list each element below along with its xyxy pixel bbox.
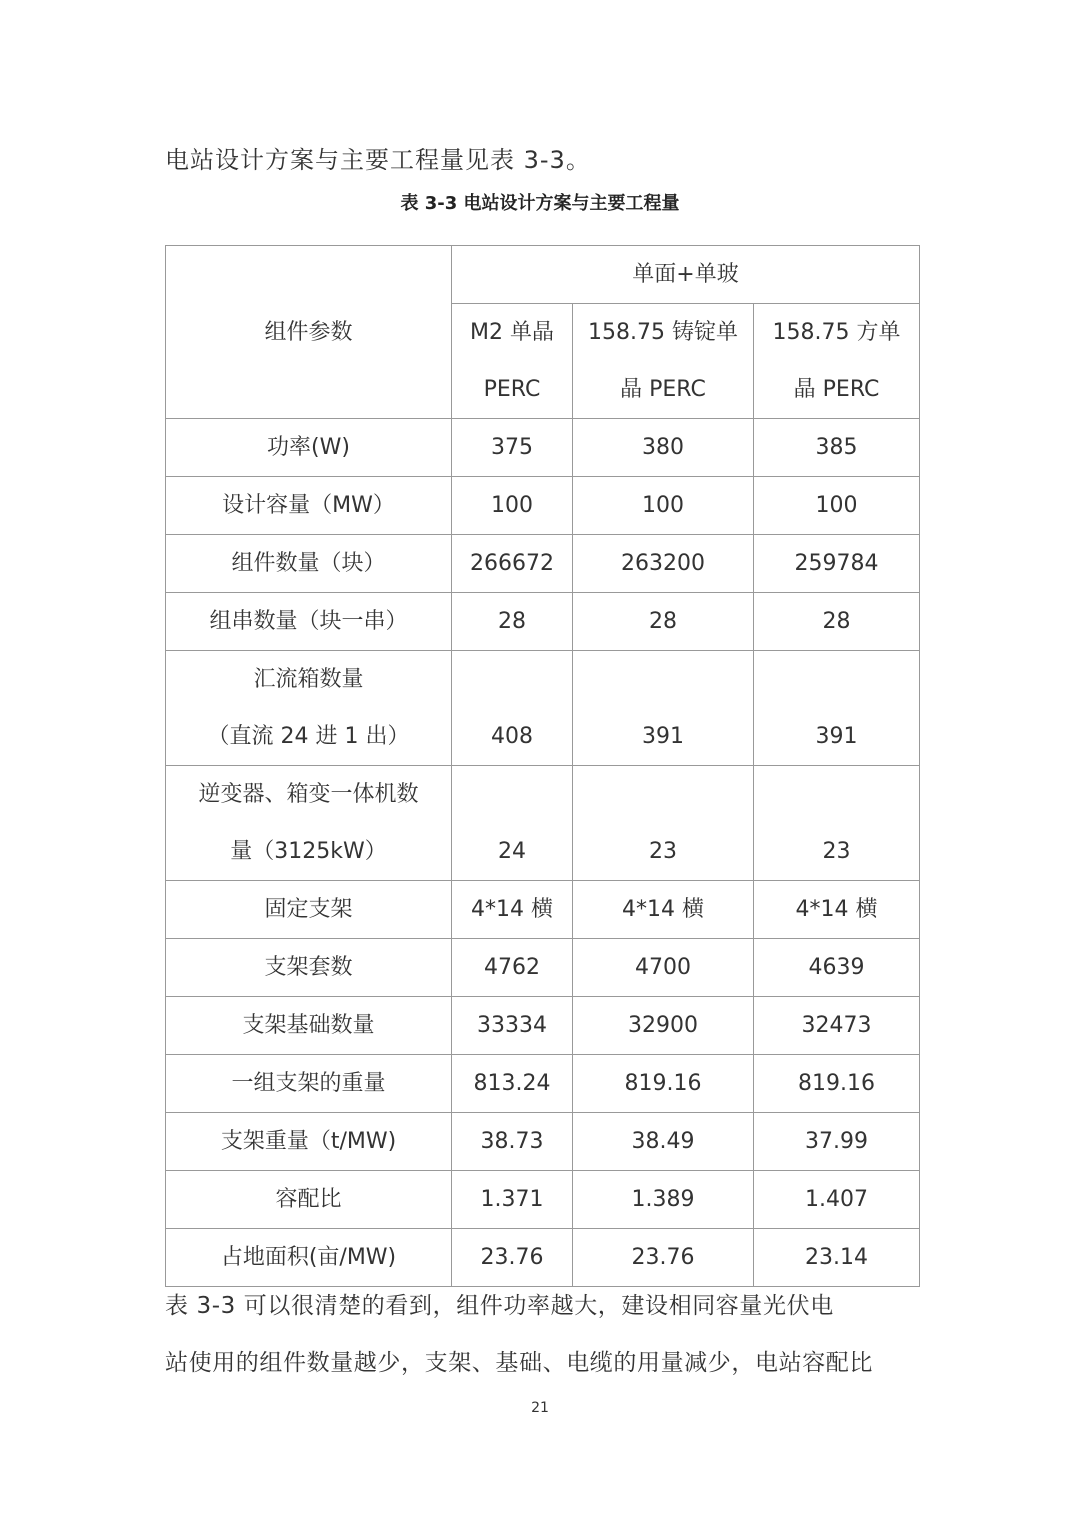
value-cell: 4*14 横 — [452, 881, 573, 939]
table-caption: 表 3-3 电站设计方案与主要工程量 — [400, 193, 680, 214]
col-header-m2-line2: PERC — [483, 377, 541, 402]
table-header-row-1 — [166, 246, 920, 304]
value-cell: 1.371 — [452, 1171, 573, 1229]
row-label-cell: 组串数量（块一串） — [166, 593, 452, 651]
value-cell: 385 — [754, 419, 920, 477]
engineering-table — [165, 245, 920, 1287]
value-cell: 37.99 — [754, 1113, 920, 1171]
value-cell: 28 — [452, 593, 573, 651]
table-row — [166, 419, 920, 477]
table-row — [166, 766, 920, 881]
col-header-square — [754, 304, 920, 419]
value-cell: 28 — [573, 593, 754, 651]
col-header-square-line1: 158.75 方单 — [772, 320, 901, 345]
value-cell: 408 — [452, 651, 573, 766]
row-label-cell — [166, 766, 452, 881]
value-cell: 4*14 横 — [573, 881, 754, 939]
value-cell: 23 — [573, 766, 754, 881]
col-header-m2 — [452, 304, 573, 419]
table-row — [166, 651, 920, 766]
value-cell: 4639 — [754, 939, 920, 997]
row-label-cell: 支架重量（t/MW) — [166, 1113, 452, 1171]
paragraph-line-2: 站使用的组件数量越少，支架、基础、电缆的用量减少，电站容配比 — [165, 1350, 873, 1376]
table-row — [166, 1055, 920, 1113]
value-cell: 38.49 — [573, 1113, 754, 1171]
col-header-square-line2: 晶 PERC — [793, 377, 880, 402]
value-cell: 4*14 横 — [754, 881, 920, 939]
row-label-cell: 组件数量（块） — [166, 535, 452, 593]
row-label-cell: 设计容量（MW） — [166, 477, 452, 535]
value-cell: 23.76 — [452, 1229, 573, 1287]
value-cell: 28 — [754, 593, 920, 651]
row-label-cell: 占地面积(亩/MW) — [166, 1229, 452, 1287]
paragraph-line-1: 表 3-3 可以很清楚的看到，组件功率越大，建设相同容量光伏电 — [165, 1293, 834, 1319]
value-cell: 1.407 — [754, 1171, 920, 1229]
value-cell: 4700 — [573, 939, 754, 997]
value-cell: 100 — [452, 477, 573, 535]
group-header-cell: 单面+单玻 — [452, 246, 920, 304]
value-cell: 23 — [754, 766, 920, 881]
col-header-cast-line1: 158.75 铸锭单 — [588, 320, 738, 345]
value-cell: 266672 — [452, 535, 573, 593]
value-cell: 100 — [573, 477, 754, 535]
value-cell: 24 — [452, 766, 573, 881]
col-header-cast-line2: 晶 PERC — [620, 377, 706, 402]
row-label-cell: 功率(W) — [166, 419, 452, 477]
value-cell: 819.16 — [754, 1055, 920, 1113]
intro-text: 电站设计方案与主要工程量见表 3-3。 — [165, 146, 591, 174]
table-row — [166, 997, 920, 1055]
col-header-cast — [573, 304, 754, 419]
value-cell: 32900 — [573, 997, 754, 1055]
body-paragraph — [165, 1278, 919, 1392]
row-label-cell: 固定支架 — [166, 881, 452, 939]
table-row — [166, 1113, 920, 1171]
page-number: 21 — [531, 1400, 549, 1416]
value-cell: 1.389 — [573, 1171, 754, 1229]
row-label-line: 逆变器、箱变一体机数 — [198, 782, 419, 807]
value-cell: 263200 — [573, 535, 754, 593]
row-label-cell: 容配比 — [166, 1171, 452, 1229]
value-cell: 100 — [754, 477, 920, 535]
value-cell: 23.14 — [754, 1229, 920, 1287]
table-row — [166, 477, 920, 535]
col-header-m2-line1: M2 单晶 — [470, 320, 554, 345]
value-cell: 391 — [754, 651, 920, 766]
value-cell: 375 — [452, 419, 573, 477]
value-cell: 38.73 — [452, 1113, 573, 1171]
row-label-cell: 支架套数 — [166, 939, 452, 997]
table-row — [166, 881, 920, 939]
value-cell: 380 — [573, 419, 754, 477]
row-label-line: （直流 24 进 1 出） — [207, 724, 410, 749]
value-cell: 4762 — [452, 939, 573, 997]
row-label-cell — [166, 651, 452, 766]
value-cell: 32473 — [754, 997, 920, 1055]
value-cell: 819.16 — [573, 1055, 754, 1113]
table-row — [166, 939, 920, 997]
table-row — [166, 1171, 920, 1229]
value-cell: 813.24 — [452, 1055, 573, 1113]
row-label-cell: 支架基础数量 — [166, 997, 452, 1055]
value-cell: 391 — [573, 651, 754, 766]
value-cell: 33334 — [452, 997, 573, 1055]
table-row — [166, 535, 920, 593]
value-cell: 259784 — [754, 535, 920, 593]
row-label-line: 汇流箱数量 — [253, 667, 364, 692]
value-cell: 23.76 — [573, 1229, 754, 1287]
row-label-line: 量（3125kW） — [230, 839, 387, 864]
table-row — [166, 593, 920, 651]
param-header-cell: 组件参数 — [166, 246, 452, 419]
row-label-cell: 一组支架的重量 — [166, 1055, 452, 1113]
